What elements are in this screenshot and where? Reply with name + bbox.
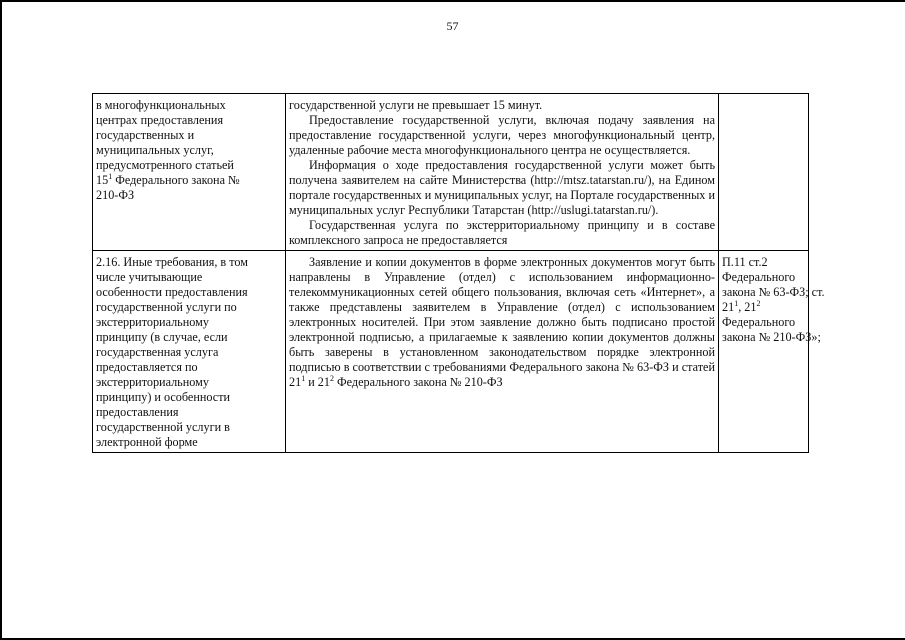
row2-col1-line: экстерриториальному (96, 315, 209, 329)
row1-col1-line: 210-ФЗ (96, 188, 135, 202)
row2-col1-line: числе учитывающие (96, 270, 203, 284)
table-row (93, 251, 809, 453)
row2-col3-line: Федерального (722, 315, 796, 329)
table-row (93, 94, 809, 251)
row2-col1-line: государственной услуги по (96, 300, 237, 314)
row2-col1-line: государственной услуги в (96, 420, 230, 434)
text-fragment: 21 (722, 300, 735, 314)
row2-col3-line-with-sup (722, 300, 805, 315)
row1-legal-basis-cell (719, 94, 809, 251)
document-table (92, 93, 825, 453)
row1-col1-line: муниципальных услуг, (96, 143, 214, 157)
row1-paragraph: Предоставление государственной услуги, включая подачу заявления на предоставление государственной услуги, через многофункциональный центр, удаленные рабочие места многофункционального центра не осуществляется. (289, 113, 715, 157)
superscript: 1 (108, 171, 113, 181)
superscript: 2 (756, 298, 761, 308)
row1-content-cell (286, 94, 719, 251)
row1-paragraph: государственной услуги не превышает 15 минут. (289, 98, 543, 112)
text-fragment: Федерального закона № (112, 173, 240, 187)
superscript: 1 (734, 298, 739, 308)
row2-col3-line: Федерального (722, 270, 796, 284)
row1-paragraph: Информация о ходе предоставления государственной услуги может быть получена заявителем на сайте Министерства (http://mtsz.tatarstan.ru/), на Едином портале государственных и муниципальных услуг, на Портале государственных и муниципальных услуг Республики Татарстан (http://uslugi.tatarstan.ru/). (289, 158, 715, 217)
row1-col1-line: центрах предоставления (96, 113, 224, 127)
row2-col1-line: экстерриториальному (96, 375, 209, 389)
row1-col1-line: предусмотренного статьей (96, 158, 234, 172)
row1-col1-line: государственных и (96, 128, 195, 142)
text-fragment: , 21 (738, 300, 757, 314)
text-fragment: Федерального закона № 210-ФЗ (334, 375, 503, 389)
row1-paragraph: Государственная услуга по экстерриториальному принципу и в составе комплексного запроса не предоставляется (289, 218, 715, 247)
page-number: 57 (446, 19, 459, 33)
row2-col3-line: закона № 210-ФЗ»; (722, 330, 821, 344)
row1-col1-line: в многофункциональных (96, 98, 226, 112)
row2-col1-line: 2.16. Иные требования, в том (96, 255, 248, 269)
row2-col1-line: предоставляется по (96, 360, 198, 374)
superscript: 2 (330, 373, 334, 383)
row2-col3-line: П.11 ст.2 (722, 255, 768, 269)
row2-content-cell (286, 251, 719, 453)
row2-col1-line: принципу) и особенности (96, 390, 231, 404)
row2-col1-line: электронной форме (96, 435, 198, 449)
row2-col3-line: закона № 63-ФЗ; ст. (722, 285, 825, 299)
text-fragment: и 21 (305, 375, 330, 389)
row2-col1-line: государственная услуга (96, 345, 219, 359)
row2-col1-line: особенности предоставления (96, 285, 248, 299)
text-fragment: Заявление и копии документов в форме электронных документов могут быть направлены в Управление (отдел) с использованием информационно-телекоммуникационных сетей общего пользования, включая сеть «Интернет», а также представлены заявителем в Управление (отдел) с использованием электронных носителей. При этом заявление должно быть подписано простой электронной подписью, а прилагаемые к заявлению копии документов должны быть заверены в установленном законодательством порядке электронной подписью в соответствии с требованиями Федерального закона № 63-ФЗ и статей 21 (289, 255, 715, 389)
row2-col1-line: предоставления (96, 405, 179, 419)
row1-requirement-cell (93, 94, 286, 251)
row2-col1-line: принципу (в случае, если (96, 330, 228, 344)
row2-requirement-cell (93, 251, 286, 453)
superscript: 1 (301, 373, 306, 383)
row2-legal-basis-cell (719, 251, 825, 453)
row2-paragraph (289, 255, 715, 390)
row1-col1-line-with-sup (96, 173, 282, 188)
text-fragment: 15 (96, 173, 109, 187)
